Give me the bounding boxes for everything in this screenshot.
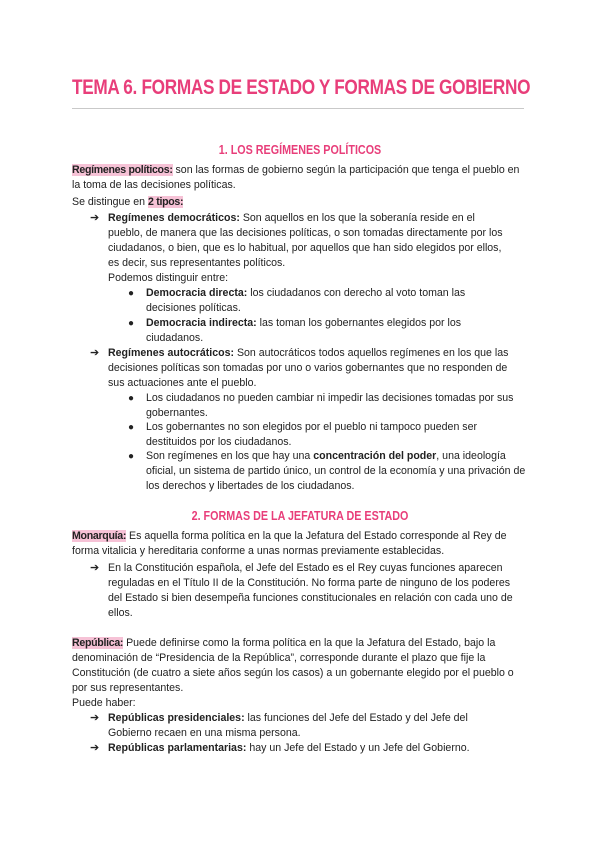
- definition-text: son las formas de gobierno según la participación que tenga el pueblo en la toma de las decisiones políticas.: [72, 164, 520, 191]
- presidenciales-text: las funciones del Jefe del Estado y del Jefe del Gobierno recaen en una misma persona.: [108, 712, 468, 739]
- definition-republica: [72, 636, 528, 696]
- arrow-icon: ➔: [90, 742, 100, 754]
- arrow-icon: ➔: [90, 562, 100, 574]
- democracia-directa-text: los ciudadanos con derecho al voto toman las decisiones políticas.: [146, 287, 466, 314]
- list-item-autocraticos-2: Los gobernantes no son elegidos por el pueblo ni tampoco pueden ser destituidos por los ciudadanos.: [146, 421, 477, 448]
- bullet-icon: ●: [128, 318, 135, 329]
- monarquia-text: Es aquella forma política en la que la Jefatura del Estado corresponde al Rey de forma vitalicia y hereditaria conforme a unas normas previamente establecidas.: [72, 530, 507, 557]
- term-democraticos: Regímenes democráticos:: [108, 212, 240, 224]
- bullet-icon: ●: [128, 288, 135, 299]
- distinguish-line: [72, 195, 528, 210]
- bullet-icon: ●: [128, 422, 135, 433]
- republica-sub: Puede haber:: [72, 697, 136, 709]
- autocraticos-3-pre: Son regímenes en los que hay una: [146, 450, 314, 462]
- definition-regimenes-politicos: [72, 163, 528, 193]
- arrow-icon: ➔: [90, 712, 100, 724]
- list-item-parlamentarias: [108, 741, 524, 756]
- distinguish-text: Se distingue en: [72, 196, 148, 208]
- democracia-indirecta-text: las toman los gobernantes elegidos por los ciudadanos.: [146, 317, 462, 344]
- autocraticos-3-post: , una ideología oficial, un sistema de partido único, un control de la economía y una privación de los derechos y libertades de los ciudadanos.: [146, 450, 526, 492]
- list-item-autocraticos-1: Los ciudadanos no pueden cambiar ni impedir las decisiones tomadas por sus gobernantes.: [146, 392, 514, 419]
- republica-text: Puede definirse como la forma política en la que la Jefatura del Estado, bajo la denominación de “Presidencia de la República”, corresponde durante el plazo que fije la Constitución (de cuatro a siete años según los casos) a un gobernante elegido por el pueblo o por sus representantes.: [72, 637, 514, 694]
- two-types-highlight: 2 tipos:: [147, 196, 184, 208]
- list-item-democracia-indirecta: [146, 316, 502, 346]
- democraticos-text: Son aquellos en los que la soberanía reside en el pueblo, de manera que las decisiones políticas, o son tomadas directamente por los ciudadanos, o bien, que es lo habitual, por aquellos que han sido elegidos por ellos, es decir, sus representantes políticos.: [108, 212, 503, 269]
- term-presidenciales: Repúblicas presidenciales:: [108, 712, 245, 724]
- list-item-presidenciales: [108, 711, 508, 741]
- arrow-icon: ➔: [90, 347, 100, 359]
- list-item-constitucion: En la Constitución española, el Jefe del Estado es el Rey cuyas funciones aparecen reguladas en el Título II de la Constitución. No forma parte de ninguno de los poderes del Estado si bien desempeña funciones constitucionales en relación con cada uno de ellos.: [108, 562, 513, 619]
- definition-monarquia: [72, 529, 528, 559]
- list-item-democraticos: [108, 211, 510, 271]
- term-democracia-indirecta: Democracia indirecta:: [146, 317, 257, 329]
- term-monarquia: Monarquía:: [72, 530, 127, 542]
- autocraticos-text: Son autocráticos todos aquellos regímenes en los que las decisiones políticas son tomadas por uno o varios gobernantes que no responden de sus actuaciones ante el pueblo.: [108, 347, 509, 389]
- title-divider: [72, 108, 524, 109]
- page-title: TEMA 6. FORMAS DE ESTADO Y FORMAS DE GOBIERNO: [72, 76, 531, 99]
- distinguish-sub: Podemos distinguir entre:: [108, 272, 229, 284]
- term-democracia-directa: Democracia directa:: [146, 287, 248, 299]
- term-concentracion-poder: concentración del poder: [313, 450, 437, 462]
- parlamentarias-text: hay un Jefe del Estado y un Jefe del Gobierno.: [246, 742, 470, 754]
- list-item-autocraticos-3: [146, 449, 530, 494]
- list-item-democracia-directa: [146, 286, 502, 316]
- bullet-icon: ●: [128, 451, 135, 462]
- arrow-icon: ➔: [90, 212, 100, 224]
- section-heading-jefatura: 2. FORMAS DE LA JEFATURA DE ESTADO: [191, 509, 409, 523]
- term-republica: República:: [72, 637, 124, 649]
- term-autocraticos: Regímenes autocráticos:: [108, 347, 234, 359]
- section-heading-regimenes: 1. LOS REGÍMENES POLÍTICOS: [218, 143, 382, 157]
- bullet-icon: ●: [128, 393, 135, 404]
- term-regimenes-politicos: Regímenes políticos:: [72, 164, 173, 176]
- list-item-autocraticos: [108, 346, 516, 391]
- term-parlamentarias: Repúblicas parlamentarias:: [108, 742, 247, 754]
